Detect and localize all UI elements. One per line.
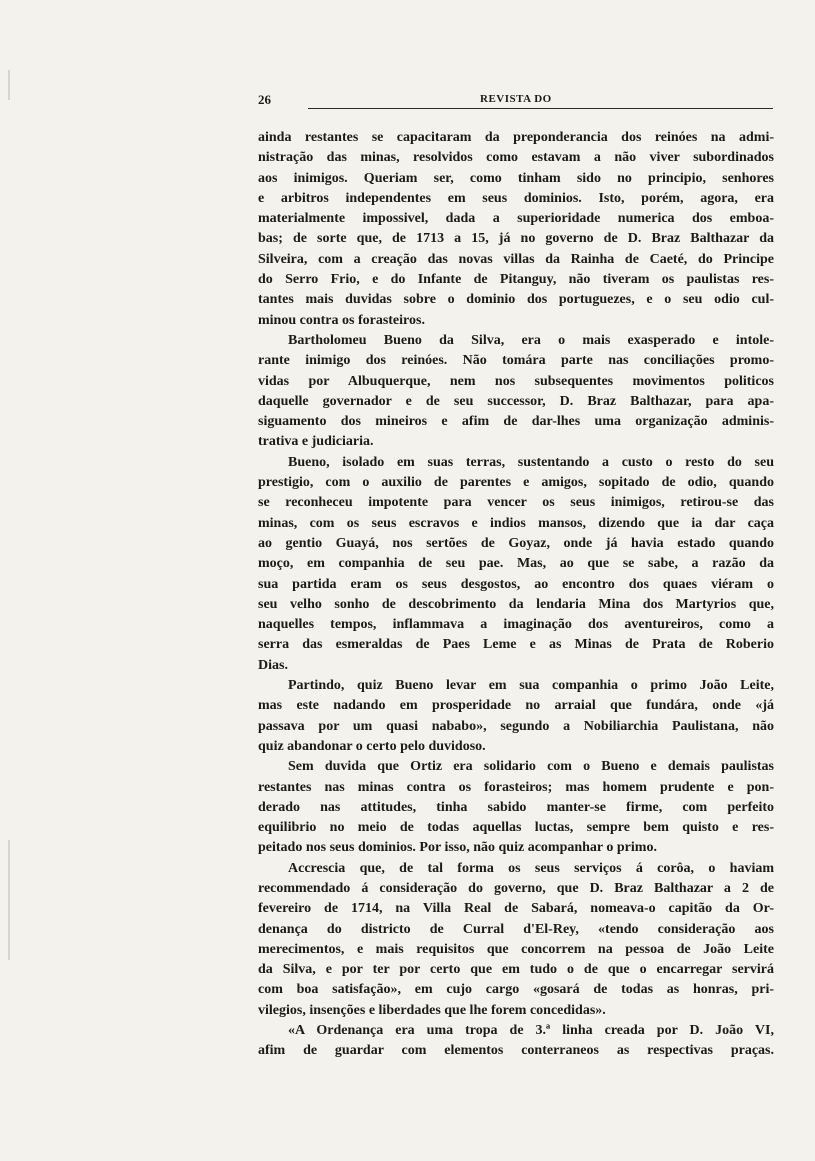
text-line: derado nas attitudes, tinha sabido manter-se firme, com perfeito xyxy=(258,799,774,815)
text-line: moço, em companhia de seu pae. Mas, ao que se sabe, a razão da xyxy=(258,556,774,572)
text-line: minas, com os seus escravos e indios mansos, dizendo que ia dar caça xyxy=(258,515,774,531)
text-line: ao gentio Guayá, nos sertões de Goyaz, onde já havia estado quando xyxy=(258,535,774,551)
text-line: denança do districto de Curral d'El-Rey, «tendo consideração aos xyxy=(258,921,774,937)
text-line: siguamento dos mineiros e afim de dar-lhes uma organização adminis- xyxy=(258,414,774,430)
text-line: e arbitros independentes em seus dominios. Isto, porém, agora, era xyxy=(258,190,774,206)
text-line: Bueno, isolado em suas terras, sustentando a custo o resto do seu xyxy=(288,454,774,470)
header-rule xyxy=(308,108,773,109)
text-line: se reconheceu impotente para vencer os seus inimigos, retirou-se das xyxy=(258,495,774,511)
text-line: materialmente impossivel, dada a superioridade numerica dos emboa- xyxy=(258,211,774,227)
text-line: Partindo, quiz Bueno levar em sua companhia o primo João Leite, xyxy=(288,678,774,694)
text-line: do Serro Frio, e do Infante de Pitanguy, não tiveram os paulistas res- xyxy=(258,272,774,288)
text-line: fevereiro de 1714, na Villa Real de Sabará, nomeava-o capitão da Or- xyxy=(258,901,774,917)
text-line: trativa e judiciaria. xyxy=(258,434,374,450)
text-line: sua partida eram os seus desgostos, ao encontro dos quaes viéram o xyxy=(258,576,774,592)
scan-edge-mark xyxy=(8,840,10,960)
scan-edge-mark xyxy=(8,70,10,100)
text-line: Sem duvida que Ortiz era solidario com o Bueno e demais paulistas xyxy=(288,759,774,775)
text-line: «A Ordenança era uma tropa de 3.ª linha creada por D. João VI, xyxy=(288,1023,774,1039)
text-line: Accrescia que, de tal forma os seus serviços á corôa, o haviam xyxy=(288,860,774,876)
text-line: Dias. xyxy=(258,657,288,673)
text-line: merecimentos, e mais requisitos que concorrem na pessoa de João Leite xyxy=(258,941,774,957)
text-line: serra das esmeraldas de Paes Leme e as Minas de Prata de Roberio xyxy=(258,637,774,653)
text-line: seu velho sonho de descobrimento da lendaria Mina dos Martyrios que, xyxy=(258,596,774,612)
text-line: nistração das minas, resolvidos como estavam a não viver subordinados xyxy=(258,150,774,166)
text-line: prestigio, com o auxilio de parentes e amigos, sopitado de odio, quando xyxy=(258,475,774,491)
text-line: equilibrio no meio de todas aquellas luctas, sempre bem quisto e res- xyxy=(258,820,774,836)
text-line: restantes nas minas contra os forasteiros; mas homem prudente e pon- xyxy=(258,779,774,795)
text-line: Bartholomeu Bueno da Silva, era o mais exasperado e intole- xyxy=(288,332,774,348)
body-text xyxy=(258,128,774,1062)
text-line: vidas por Albuquerque, nem nos subsequentes movimentos politicos xyxy=(258,373,774,389)
text-line: aos inimigos. Queriam ser, como tinham sido no principio, senhores xyxy=(258,170,774,186)
text-line: minou contra os forasteiros. xyxy=(258,312,425,328)
text-line: afim de guardar com elementos conterraneos as respectivas praças. xyxy=(258,1043,774,1059)
text-line: daquelle governador e de seu successor, D. Braz Balthazar, para apa- xyxy=(258,393,774,409)
running-title: REVISTA DO xyxy=(480,93,552,105)
text-line: ainda restantes se capacitaram da preponderancia dos reinóes na admi- xyxy=(258,130,774,145)
text-line: rante inimigo dos reinóes. Não tomára parte nas conciliações promo- xyxy=(258,353,774,369)
text-line: da Silva, e por ter por certo que em tudo o de que o encarregar servirá xyxy=(258,962,774,978)
text-line: vilegios, insenções e liberdades que lhe forem concedidas». xyxy=(258,1002,606,1018)
text-line: peitado nos seus dominios. Por isso, não quiz acompanhar o primo. xyxy=(258,840,657,856)
page-number: 26 xyxy=(258,92,271,107)
text-line: mas este nadando em prosperidade no arraial que fundára, onde «já xyxy=(258,698,774,714)
text-line: tantes mais duvidas sobre o dominio dos portuguezes, e o seu odio cul- xyxy=(258,292,774,308)
page-header xyxy=(258,92,773,112)
text-line: bas; de sorte que, de 1713 a 15, já no governo de D. Braz Balthazar da xyxy=(258,231,774,247)
text-line: com boa satisfação», em cujo cargo «gosará de todas as honras, pri- xyxy=(258,982,774,998)
text-line: naquelles tempos, inflammava a imaginação dos aventureiros, como a xyxy=(258,617,774,633)
text-line: quiz abandonar o certo pelo duvidoso. xyxy=(258,738,486,754)
text-line: recommendado á consideração do governo, que D. Braz Balthazar a 2 de xyxy=(258,880,774,896)
text-line: passava por um quasi nababo», segundo a Nobiliarchia Paulistana, não xyxy=(258,718,774,734)
text-line: Silveira, com a creação das novas villas da Rainha de Caeté, do Principe xyxy=(258,251,774,267)
